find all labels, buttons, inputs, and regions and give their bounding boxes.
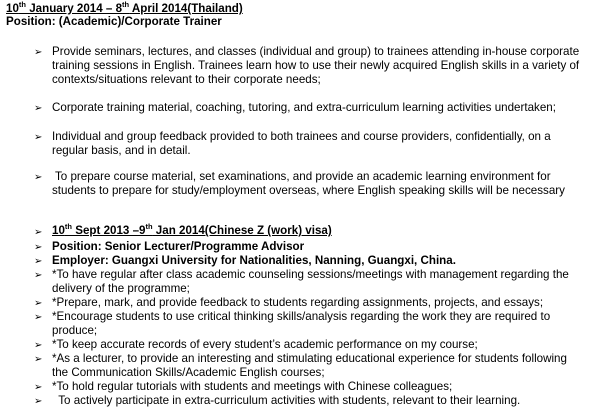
line: produce; <box>52 324 98 337</box>
bullet-arrow-icon: ➢ <box>34 354 43 365</box>
line: Provide seminars, lectures, and classes (individual and group) to trainees attending in-house corporate <box>52 45 580 58</box>
line: *As a lecturer, to provide an interesting and stimulating educational experience for students following <box>52 352 567 365</box>
line: students to prepare for study/employment overseas, where English speaking skills will be necessary <box>52 184 565 197</box>
list-item <box>52 170 565 198</box>
line: training sessions in English. Trainees learn how to use their newly acquired English skills in a variety of <box>52 59 580 72</box>
list-item <box>52 45 579 87</box>
date-sup: th <box>18 0 26 10</box>
line: *Encourage students to use critical thinking skills/analysis regarding the work they are required to <box>52 310 551 323</box>
date-text: Sept 2013 –9 <box>72 224 146 237</box>
list-item <box>52 310 550 338</box>
line: To actively participate in extra-curriculum activities with students, relevant to their learning. <box>52 394 521 407</box>
list-item <box>52 338 478 352</box>
bullet-arrow-icon: ➢ <box>34 298 43 309</box>
line: Corporate training material, coaching, tutoring, and extra-curriculum learning activities undertaken; <box>52 101 556 114</box>
line: the Communication Skills/Academic English courses; <box>52 366 325 379</box>
line: delivery of the programme; <box>52 282 190 295</box>
date-text: April 2014(Thailand) <box>129 2 243 15</box>
list-item <box>52 296 543 310</box>
bullet-arrow-icon: ➢ <box>34 47 43 58</box>
list-item <box>52 394 520 408</box>
section2-position: Position: Senior Lecturer/Programme Advisor <box>52 240 305 253</box>
list-item <box>52 352 567 380</box>
bullet-arrow-icon: ➢ <box>34 132 43 143</box>
bullet-arrow-icon: ➢ <box>34 256 43 267</box>
date-text: Jan 2014(Chinese Z (work) visa) <box>152 224 332 237</box>
list-item <box>52 380 452 394</box>
section1-date-range <box>6 2 243 15</box>
date-sup: th <box>64 222 72 232</box>
bullet-arrow-icon: ➢ <box>34 396 43 407</box>
bullet-arrow-icon: ➢ <box>34 227 43 238</box>
section2-employer: Employer: Guangxi University for Nationalities, Nanning, Guangxi, China. <box>52 254 456 267</box>
bullet-arrow-icon: ➢ <box>34 103 43 114</box>
line: *To hold regular tutorials with students and meetings with Chinese colleagues; <box>52 380 453 393</box>
bullet-arrow-icon: ➢ <box>34 382 43 393</box>
bullet-arrow-icon: ➢ <box>34 242 43 253</box>
list-item <box>52 268 569 296</box>
date-text: January 2014 – 8 <box>26 2 123 15</box>
bullet-arrow-icon: ➢ <box>34 312 43 323</box>
list-item <box>52 130 551 158</box>
section1-position: Position: (Academic)/Corporate Trainer <box>6 15 222 28</box>
bullet-arrow-icon: ➢ <box>34 340 43 351</box>
date-sup: th <box>145 222 153 232</box>
date-text: 10 <box>6 2 19 15</box>
bullet-arrow-icon: ➢ <box>34 270 43 281</box>
line: contexts/situations relevant to their corporate needs; <box>52 73 321 86</box>
line: *Prepare, mark, and provide feedback to students regarding assignments, projects, and essays; <box>52 296 544 309</box>
date-text: 10 <box>52 224 65 237</box>
line: regular basis, and in detail. <box>52 144 191 157</box>
section2-date-range <box>52 224 332 237</box>
bullet-arrow-icon: ➢ <box>34 172 43 183</box>
line: *To keep accurate records of every student’s academic performance on my course; <box>52 338 478 351</box>
line: Individual and group feedback provided to both trainees and course providers, confidentially, on a <box>52 130 551 143</box>
line: To prepare course material, set examinations, and provide an academic learning environment for <box>52 170 551 183</box>
date-sup: th <box>122 0 130 10</box>
line: *To have regular after class academic counseling sessions/meetings with management regarding the <box>52 268 569 281</box>
list-item <box>52 101 556 115</box>
